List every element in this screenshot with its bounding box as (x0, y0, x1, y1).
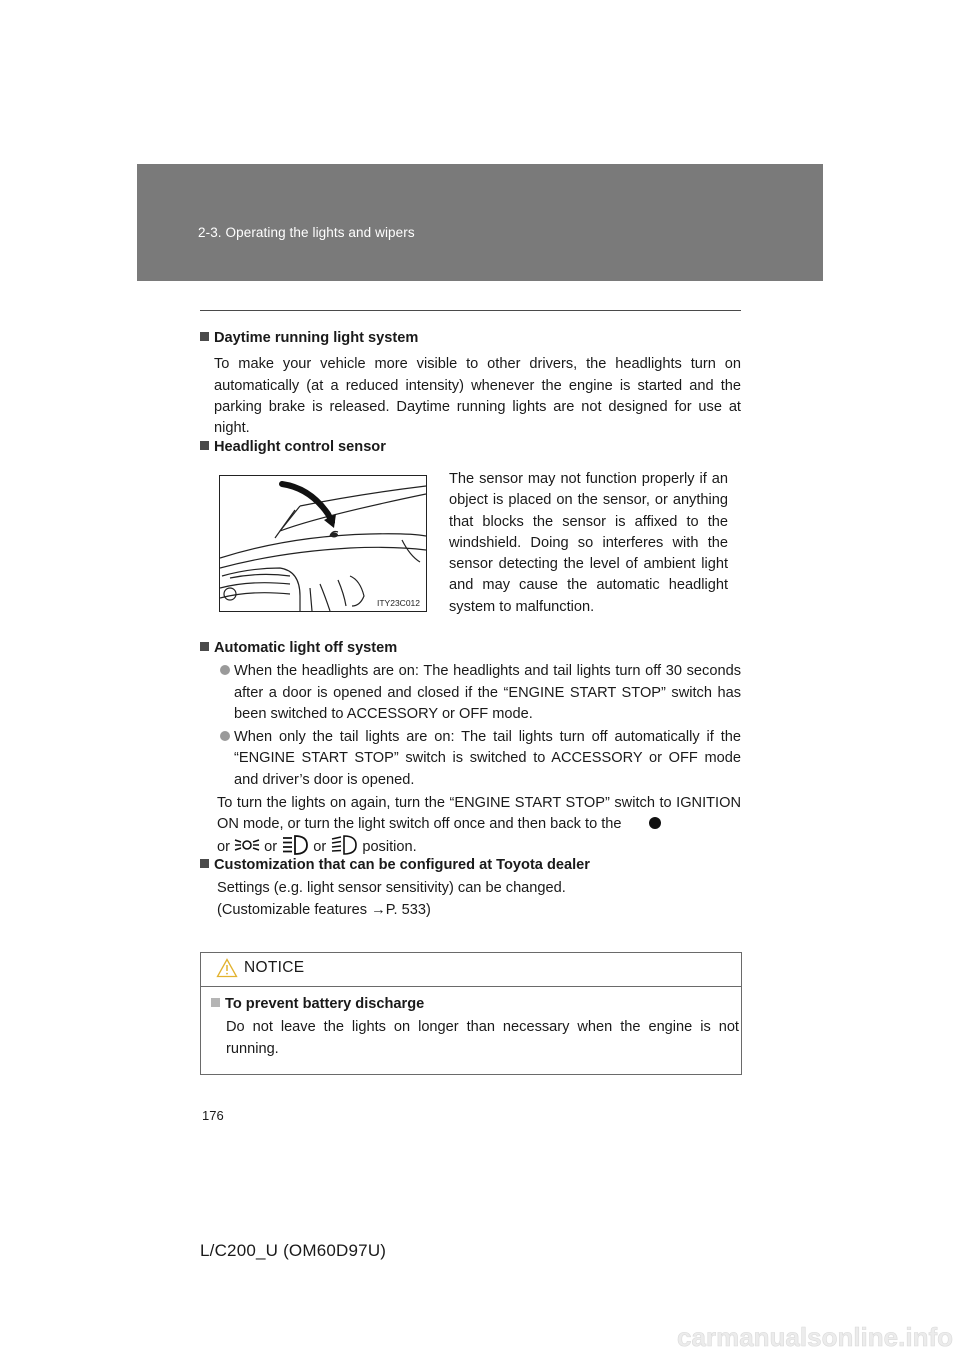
square-bullet-icon (200, 642, 209, 651)
daytime-heading: Daytime running light system (200, 328, 741, 349)
square-bullet-icon (200, 859, 209, 868)
square-bullet-icon (200, 332, 209, 341)
autooff-bullet-2: When only the tail lights are on: The tail lights turn off automatically if the “ENGINE START STOP” switch is switched to ACCESSORY or OFF mode and driver’s door is opened. (220, 727, 741, 791)
auto-light-icon (648, 816, 662, 830)
section-header (137, 164, 823, 281)
autooff-text: To turn the lights on again, turn the “ENGINE START STOP” switch to IGNITION ON mode, or turn the light switch off once and then back to the or or or position. (217, 795, 741, 855)
round-bullet-icon (220, 665, 230, 675)
parking-light-icon (234, 836, 260, 854)
sensor-text: The sensor may not function properly if an object is placed on the sensor, or anything that blocks the sensor is affixed to the windshield. Doing so interferes with the sensor detecting the level of ambient light and may cause the automatic headlight system to malfunction. (449, 471, 728, 615)
square-bullet-icon (211, 998, 220, 1007)
daytime-text: To make your vehicle more visible to other drivers, the headlights turn on automatically (at a reduced intensity) whenever the engine is started and the parking brake is released. Daytime running lights are not designed for use at night. (214, 356, 741, 437)
high-beam-icon (330, 834, 358, 856)
daytime-section (214, 328, 741, 439)
custom-line-1: Settings (e.g. light sensor sensitivity) can be changed. (217, 880, 566, 897)
autooff-heading: Automatic light off system (200, 638, 741, 659)
custom-line-2: (Customizable features →P. 533) (217, 901, 431, 918)
section-title: 2-3. Operating the lights and wipers (198, 225, 415, 240)
round-bullet-icon (220, 731, 230, 741)
svg-text:carmanualsonline.info: carmanualsonline.info (677, 1322, 953, 1352)
warning-triangle-icon (216, 958, 238, 978)
custom-heading: Customization that can be configured at Toyota dealer (200, 855, 741, 876)
document-code: L/C200_U (OM60D97U) (200, 1241, 387, 1260)
divider (200, 310, 741, 311)
autooff-section (200, 638, 741, 858)
sensor-illustration (219, 475, 427, 612)
headlight-icon (281, 834, 309, 856)
square-bullet-icon (200, 441, 209, 450)
notice-box (200, 952, 742, 1075)
notice-header (201, 953, 741, 987)
sensor-heading: Headlight control sensor (200, 437, 600, 458)
windshield-sensor-icon (220, 476, 426, 611)
notice-heading: To prevent battery discharge (211, 994, 739, 1015)
watermark-logo (585, 1316, 955, 1356)
figure-id: ITY23C012 (377, 598, 420, 608)
notice-body (211, 994, 739, 1060)
custom-section (200, 855, 741, 921)
notice-title: NOTICE (244, 959, 305, 976)
notice-text: Do not leave the lights on longer than necessary when the engine is not running. (226, 1019, 739, 1057)
autooff-bullet-1: When the headlights are on: The headlights and tail lights turn off 30 seconds after a door is opened and closed if the “ENGINE START STOP” switch has been switched to ACCESSORY or OFF mode. (220, 661, 741, 725)
page-number: 176 (202, 1108, 224, 1123)
